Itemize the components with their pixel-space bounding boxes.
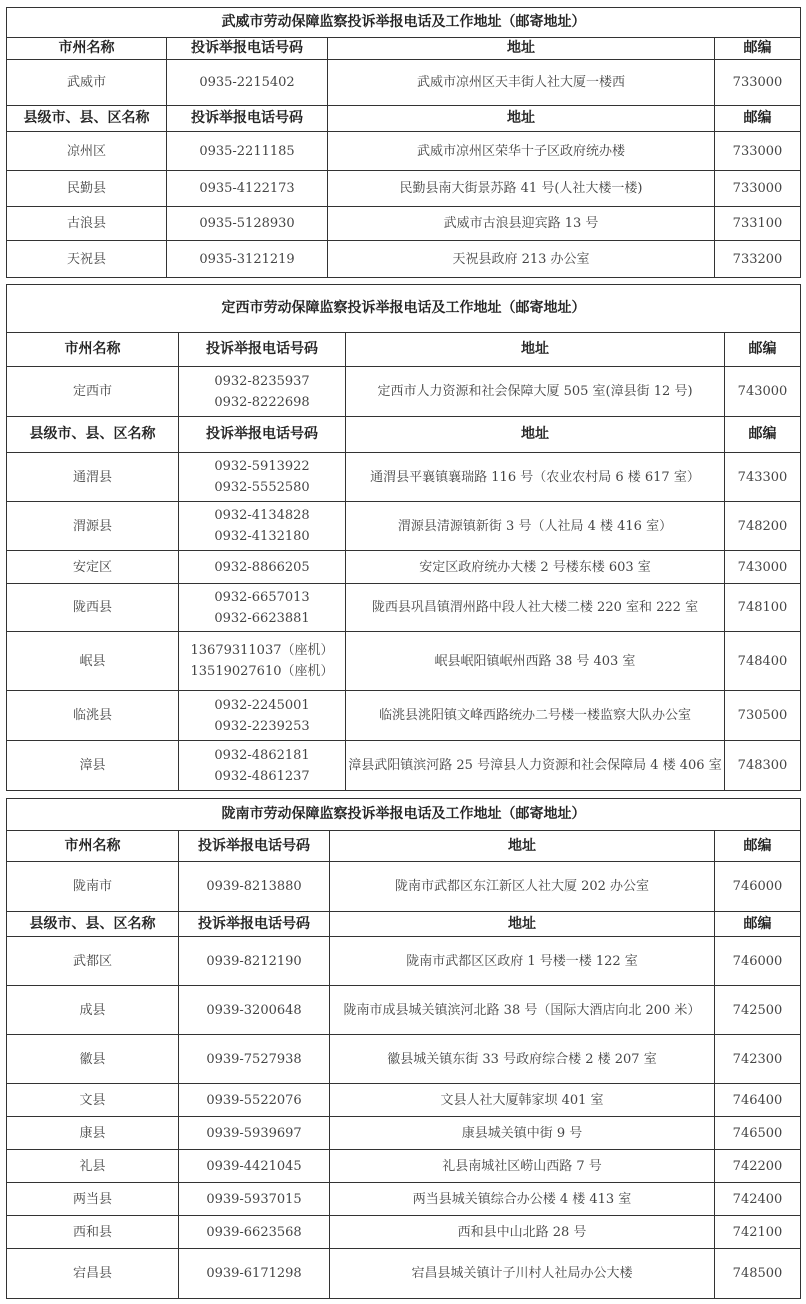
zip-code: 746400	[715, 1084, 801, 1117]
address: 安定区政府统办大楼 2 号楼东楼 603 室	[346, 551, 725, 584]
phone-number: 0932-8222698	[214, 394, 310, 410]
region-name: 武都区	[7, 937, 179, 986]
phone-cell	[179, 986, 330, 1035]
county-row	[7, 502, 801, 551]
phone-cell	[179, 632, 346, 691]
region-name: 两当县	[7, 1183, 179, 1216]
phone-number: 0932-5552580	[214, 480, 310, 495]
address: 民勤县南大街景苏路 41 号(人社大楼一楼)	[328, 171, 715, 207]
county-column-header-phone: 投诉举报电话号码	[167, 106, 328, 132]
city-row	[7, 367, 801, 417]
phone-cell	[179, 584, 346, 632]
header-row	[7, 333, 801, 367]
county-column-header-name: 县级市、县、区名称	[7, 106, 167, 132]
county-column-header-zip: 邮编	[715, 912, 801, 937]
address: 文县人社大厦韩家坝 401 室	[330, 1084, 715, 1117]
column-header-name: 市州名称	[7, 333, 179, 367]
zip-code: 733200	[715, 241, 801, 278]
address: 西和县中山北路 28 号	[330, 1216, 715, 1249]
zip-code: 748300	[725, 741, 801, 791]
phone-number: 0932-4861237	[214, 768, 310, 784]
phone-cell	[179, 367, 346, 417]
address: 康县城关镇中街 9 号	[330, 1117, 715, 1150]
column-header-address: 地址	[346, 333, 725, 367]
region-name: 安定区	[7, 551, 179, 584]
zip-code: 742300	[715, 1035, 801, 1084]
zip-code: 733000	[715, 60, 801, 106]
phone-number: 0939-6623568	[206, 1224, 302, 1240]
county-row	[7, 691, 801, 741]
column-header-name: 市州名称	[7, 38, 167, 60]
county-column-header-name: 县级市、县、区名称	[7, 417, 179, 453]
zip-code: 733100	[715, 207, 801, 241]
zip-code: 748500	[715, 1249, 801, 1299]
table-title: 定西市劳动保障监察投诉举报电话及工作地址（邮寄地址）	[7, 285, 801, 333]
region-name: 漳县	[7, 741, 179, 791]
county-column-header-phone: 投诉举报电话号码	[179, 912, 330, 937]
region-name: 古浪县	[7, 207, 167, 241]
zip-code: 746500	[715, 1117, 801, 1150]
phone-number: 0939-8213880	[206, 879, 302, 894]
region-name: 定西市	[7, 367, 179, 417]
county-row	[7, 1216, 801, 1249]
phone-number: 0932-4862181	[214, 747, 310, 763]
phone-cell	[179, 1084, 330, 1117]
phone-number: 0939-3200648	[206, 1002, 302, 1018]
column-header-zip: 邮编	[715, 831, 801, 862]
address: 临洮县洮阳镇文峰西路统办二号楼一楼监察大队办公室	[346, 691, 725, 741]
phone-number: 0939-8212190	[206, 953, 302, 969]
phone-cell	[179, 1035, 330, 1084]
phone-cell	[179, 862, 330, 912]
column-header-address: 地址	[330, 831, 715, 862]
region-name: 康县	[7, 1117, 179, 1150]
zip-code: 743000	[725, 551, 801, 584]
county-row	[7, 584, 801, 632]
phone-cell	[179, 1150, 330, 1183]
address: 礼县南城社区崂山西路 7 号	[330, 1150, 715, 1183]
county-row	[7, 207, 801, 241]
phone-number: 0935-2211185	[199, 143, 295, 159]
zip-code: 742200	[715, 1150, 801, 1183]
address: 陇南市武都区区政府 1 号楼一楼 122 室	[330, 937, 715, 986]
county-row	[7, 241, 801, 278]
region-name: 临洮县	[7, 691, 179, 741]
phone-cell	[167, 132, 328, 171]
county-row	[7, 171, 801, 207]
region-name: 陇西县	[7, 584, 179, 632]
phone-cell	[179, 551, 346, 584]
phone-number: 0932-5913922	[214, 459, 310, 474]
header-row	[7, 38, 801, 60]
column-header-name: 市州名称	[7, 831, 179, 862]
phone-cell	[179, 1216, 330, 1249]
zip-code: 746000	[715, 862, 801, 912]
county-header-row	[7, 417, 801, 453]
phone-number: 0935-3121219	[199, 251, 295, 267]
phone-cell	[167, 171, 328, 207]
region-name: 陇南市	[7, 862, 179, 912]
phone-cell	[179, 691, 346, 741]
zip-code: 743300	[725, 453, 801, 502]
phone-number: 0932-2245001	[214, 697, 310, 713]
phone-number: 0939-5939697	[206, 1125, 302, 1141]
dingxi-table	[6, 284, 801, 791]
table-title: 陇南市劳动保障监察投诉举报电话及工作地址（邮寄地址）	[7, 799, 801, 831]
zip-code: 733000	[715, 171, 801, 207]
zip-code: 746000	[715, 937, 801, 986]
county-header-row	[7, 912, 801, 937]
county-column-header-zip: 邮编	[715, 106, 801, 132]
county-row	[7, 132, 801, 171]
column-header-phone: 投诉举报电话号码	[167, 38, 328, 60]
county-row	[7, 551, 801, 584]
city-row	[7, 60, 801, 106]
address: 武威市古浪县迎宾路 13 号	[328, 207, 715, 241]
phone-cell	[179, 1183, 330, 1216]
region-name: 宕昌县	[7, 1249, 179, 1299]
region-name: 成县	[7, 986, 179, 1035]
county-header-row	[7, 106, 801, 132]
region-name: 礼县	[7, 1150, 179, 1183]
phone-number: 0932-6623881	[214, 610, 310, 626]
column-header-phone: 投诉举报电话号码	[179, 831, 330, 862]
address: 两当县城关镇综合办公楼 4 楼 413 室	[330, 1183, 715, 1216]
county-row	[7, 741, 801, 791]
county-column-header-address: 地址	[330, 912, 715, 937]
zip-code: 743000	[725, 367, 801, 417]
region-name: 凉州区	[7, 132, 167, 171]
phone-number: 0935-2215402	[199, 75, 295, 90]
phone-number: 0932-2239253	[214, 718, 310, 734]
phone-number: 0932-4134828	[214, 508, 310, 523]
region-name: 渭源县	[7, 502, 179, 551]
address: 陇西县巩昌镇渭州路中段人社大楼二楼 220 室和 222 室	[346, 584, 725, 632]
address: 武威市凉州区荣华十子区政府统办楼	[328, 132, 715, 171]
phone-cell	[179, 502, 346, 551]
county-row	[7, 1084, 801, 1117]
phone-number: 0939-7527938	[206, 1051, 302, 1067]
county-row	[7, 453, 801, 502]
address: 徽县城关镇东街 33 号政府综合楼 2 楼 207 室	[330, 1035, 715, 1084]
longnan-table	[6, 798, 801, 1299]
phone-number: 0939-6171298	[206, 1266, 302, 1281]
phone-number: 0935-4122173	[199, 181, 295, 196]
address: 陇南市武都区东江新区人社大厦 202 办公室	[330, 862, 715, 912]
region-name: 岷县	[7, 632, 179, 691]
phone-number: 13519027610（座机）	[190, 664, 334, 679]
region-name: 武威市	[7, 60, 167, 106]
phone-cell	[179, 937, 330, 986]
table-title-row	[7, 8, 801, 38]
column-header-zip: 邮编	[715, 38, 801, 60]
address: 渭源县清源镇新街 3 号（人社局 4 楼 416 室）	[346, 502, 725, 551]
address: 天祝县政府 213 办公室	[328, 241, 715, 278]
phone-number: 13679311037（座机）	[190, 643, 334, 658]
zip-code: 730500	[725, 691, 801, 741]
county-row	[7, 1117, 801, 1150]
county-row	[7, 1150, 801, 1183]
phone-cell	[167, 241, 328, 278]
column-header-zip: 邮编	[725, 333, 801, 367]
county-column-header-address: 地址	[346, 417, 725, 453]
zip-code: 742400	[715, 1183, 801, 1216]
column-header-phone: 投诉举报电话号码	[179, 333, 346, 367]
region-name: 民勤县	[7, 171, 167, 207]
address: 宕昌县城关镇计子川村人社局办公大楼	[330, 1249, 715, 1299]
phone-number: 0939-5937015	[206, 1191, 302, 1207]
table-title-row	[7, 285, 801, 333]
table-title-row	[7, 799, 801, 831]
zip-code: 733000	[715, 132, 801, 171]
phone-number: 0932-4132180	[214, 529, 310, 544]
county-row	[7, 1249, 801, 1299]
region-name: 徽县	[7, 1035, 179, 1084]
address: 定西市人力资源和社会保障大厦 505 室(漳县街 12 号)	[346, 367, 725, 417]
column-header-address: 地址	[328, 38, 715, 60]
phone-cell	[179, 1249, 330, 1299]
header-row	[7, 831, 801, 862]
county-column-header-phone: 投诉举报电话号码	[179, 417, 346, 453]
phone-cell	[179, 1117, 330, 1150]
table-title: 武威市劳动保障监察投诉举报电话及工作地址（邮寄地址）	[7, 8, 801, 38]
phone-number: 0935-5128930	[199, 216, 295, 231]
address: 武威市凉州区天丰街人社大厦一楼西	[328, 60, 715, 106]
address: 陇南市成县城关镇滨河北路 38 号（国际大酒店向北 200 米）	[330, 986, 715, 1035]
county-row	[7, 1183, 801, 1216]
zip-code: 748200	[725, 502, 801, 551]
address: 通渭县平襄镇襄瑞路 116 号（农业农村局 6 楼 617 室）	[346, 453, 725, 502]
region-name: 西和县	[7, 1216, 179, 1249]
county-row	[7, 937, 801, 986]
zip-code: 748400	[725, 632, 801, 691]
wuwei-table	[6, 7, 801, 278]
county-row	[7, 986, 801, 1035]
address: 漳县武阳镇滨河路 25 号漳县人力资源和社会保障局 4 楼 406 室	[346, 741, 725, 791]
region-name: 文县	[7, 1084, 179, 1117]
region-name: 天祝县	[7, 241, 167, 278]
phone-cell	[167, 60, 328, 106]
zip-code: 748100	[725, 584, 801, 632]
phone-cell	[179, 741, 346, 791]
county-column-header-name: 县级市、县、区名称	[7, 912, 179, 937]
phone-number: 0932-6657013	[214, 589, 310, 605]
zip-code: 742500	[715, 986, 801, 1035]
city-row	[7, 862, 801, 912]
address: 岷县岷阳镇岷州西路 38 号 403 室	[346, 632, 725, 691]
phone-number: 0932-8235937	[214, 373, 310, 389]
phone-cell	[167, 207, 328, 241]
phone-cell	[179, 453, 346, 502]
county-row	[7, 632, 801, 691]
phone-number: 0932-8866205	[214, 559, 310, 575]
county-column-header-address: 地址	[328, 106, 715, 132]
county-column-header-zip: 邮编	[725, 417, 801, 453]
county-row	[7, 1035, 801, 1084]
phone-number: 0939-4421045	[206, 1158, 302, 1174]
phone-number: 0939-5522076	[206, 1092, 302, 1108]
region-name: 通渭县	[7, 453, 179, 502]
zip-code: 742100	[715, 1216, 801, 1249]
